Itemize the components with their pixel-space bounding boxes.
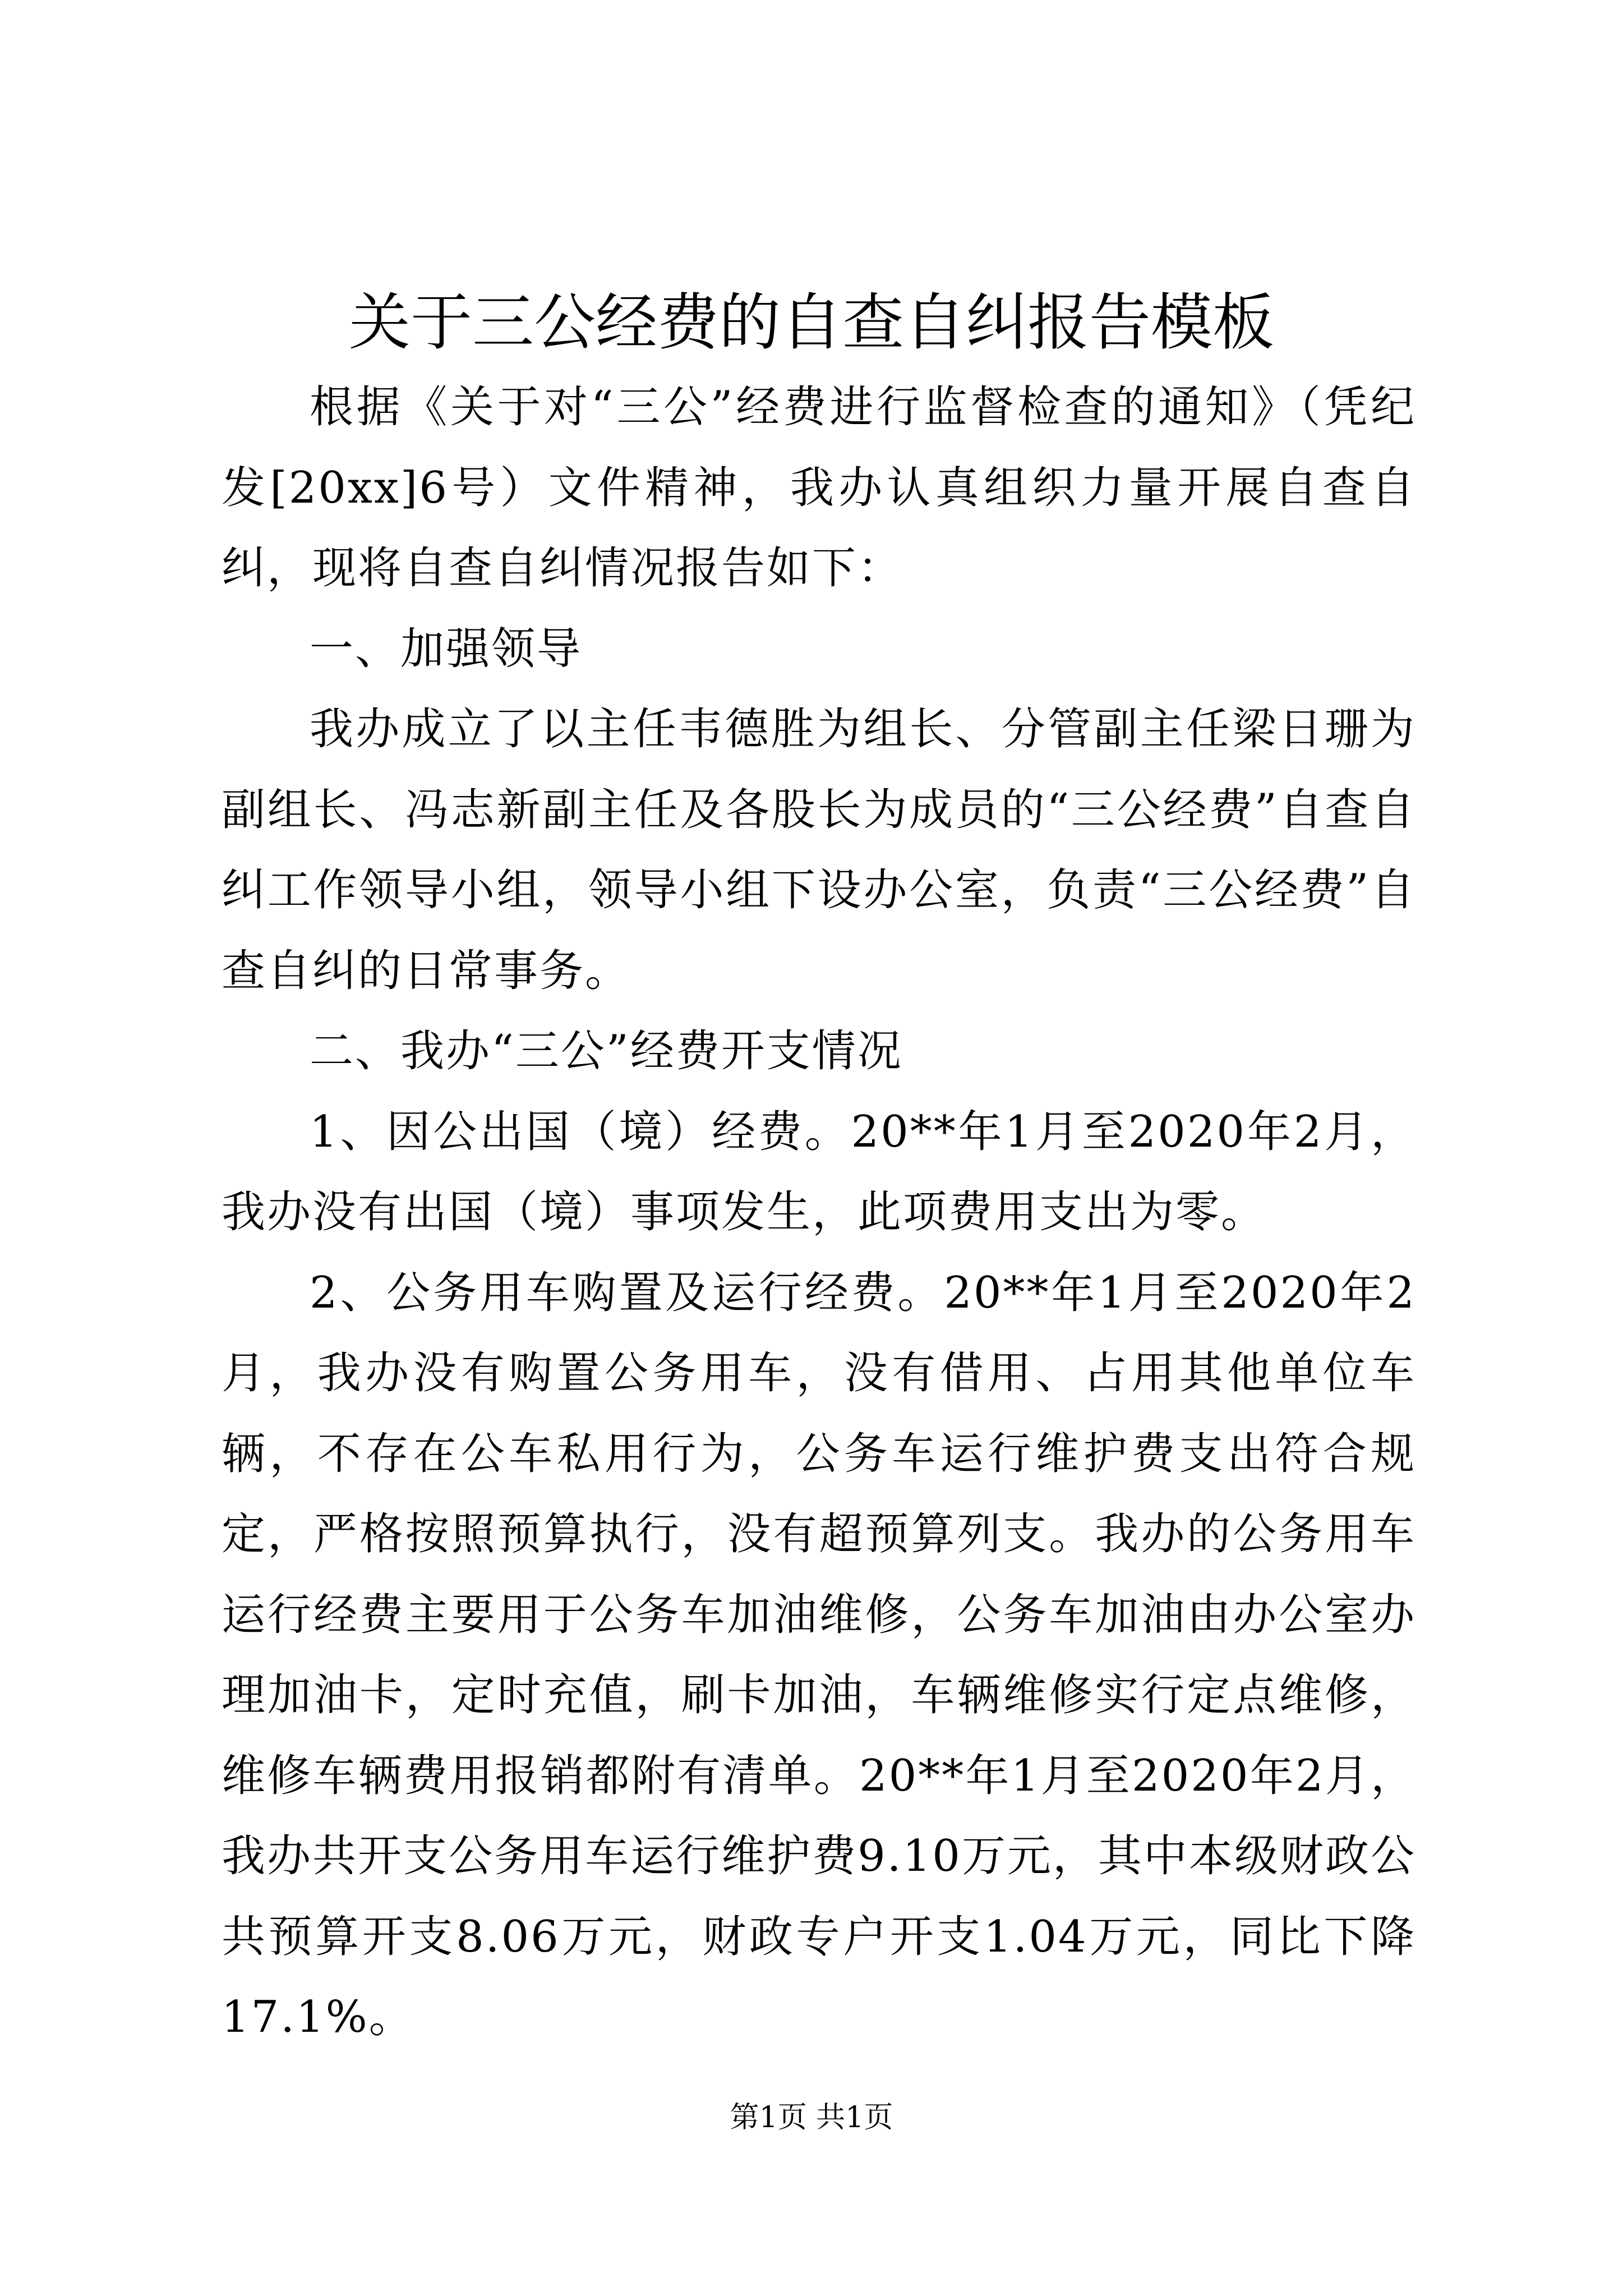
paragraph-leadership: 我办成立了以主任韦德胜为组长、分管副主任梁日珊为副组长、冯志新副主任及各股长为成员的“三公经费”自查自纠工作领导小组，领导小组下设办公室，负责“三公经费”自查自纠的日常事务。 (222, 704, 1416, 996)
section-heading-expenses: 二、我办“三公”经费开支情况 (310, 1026, 903, 1076)
paragraph-official-vehicles: 2、公务用车购置及运行经费。20**年1月至2020年2月，我办没有购置公务用车，没有借用、占用其他单位车辆，不存在公车私用行为，公务车运行维护费支出符合规定，严格按照预算执行，没有超预算列支。我办的公务用车运行经费主要用于公务车加油维修，公务车加油由办公室办理加油卡，定时充值，刷卡加油，车辆维修实行定点维修，维修车辆费用报销都附有清单。20**年1月至2020年2月，我办共开支公务用车运行维护费9.10万元，其中本级财政公共预算开支8.06万元，财政专户开支1.04万元，同比下降17.1%。 (222, 1267, 1416, 2042)
paragraph-overseas-travel: 1、因公出国（境）经费。20**年1月至2020年2月，我办没有出国（境）事项发生，此项费用支出为零。 (222, 1106, 1416, 1237)
document-body (222, 367, 1416, 2058)
section-heading-leadership: 一、加强领导 (310, 623, 583, 674)
page-footer: 第1页 共1页 (730, 2101, 893, 2134)
paragraph-intro: 根据《关于对“三公”经费进行监督检查的通知》（凭纪发[20xx]6号）文件精神，我办认真组织力量开展自查自纠，现将自查自纠情况报告如下： (222, 382, 1416, 593)
document-title: 关于三公经费的自查自纠报告模板 (349, 287, 1274, 358)
